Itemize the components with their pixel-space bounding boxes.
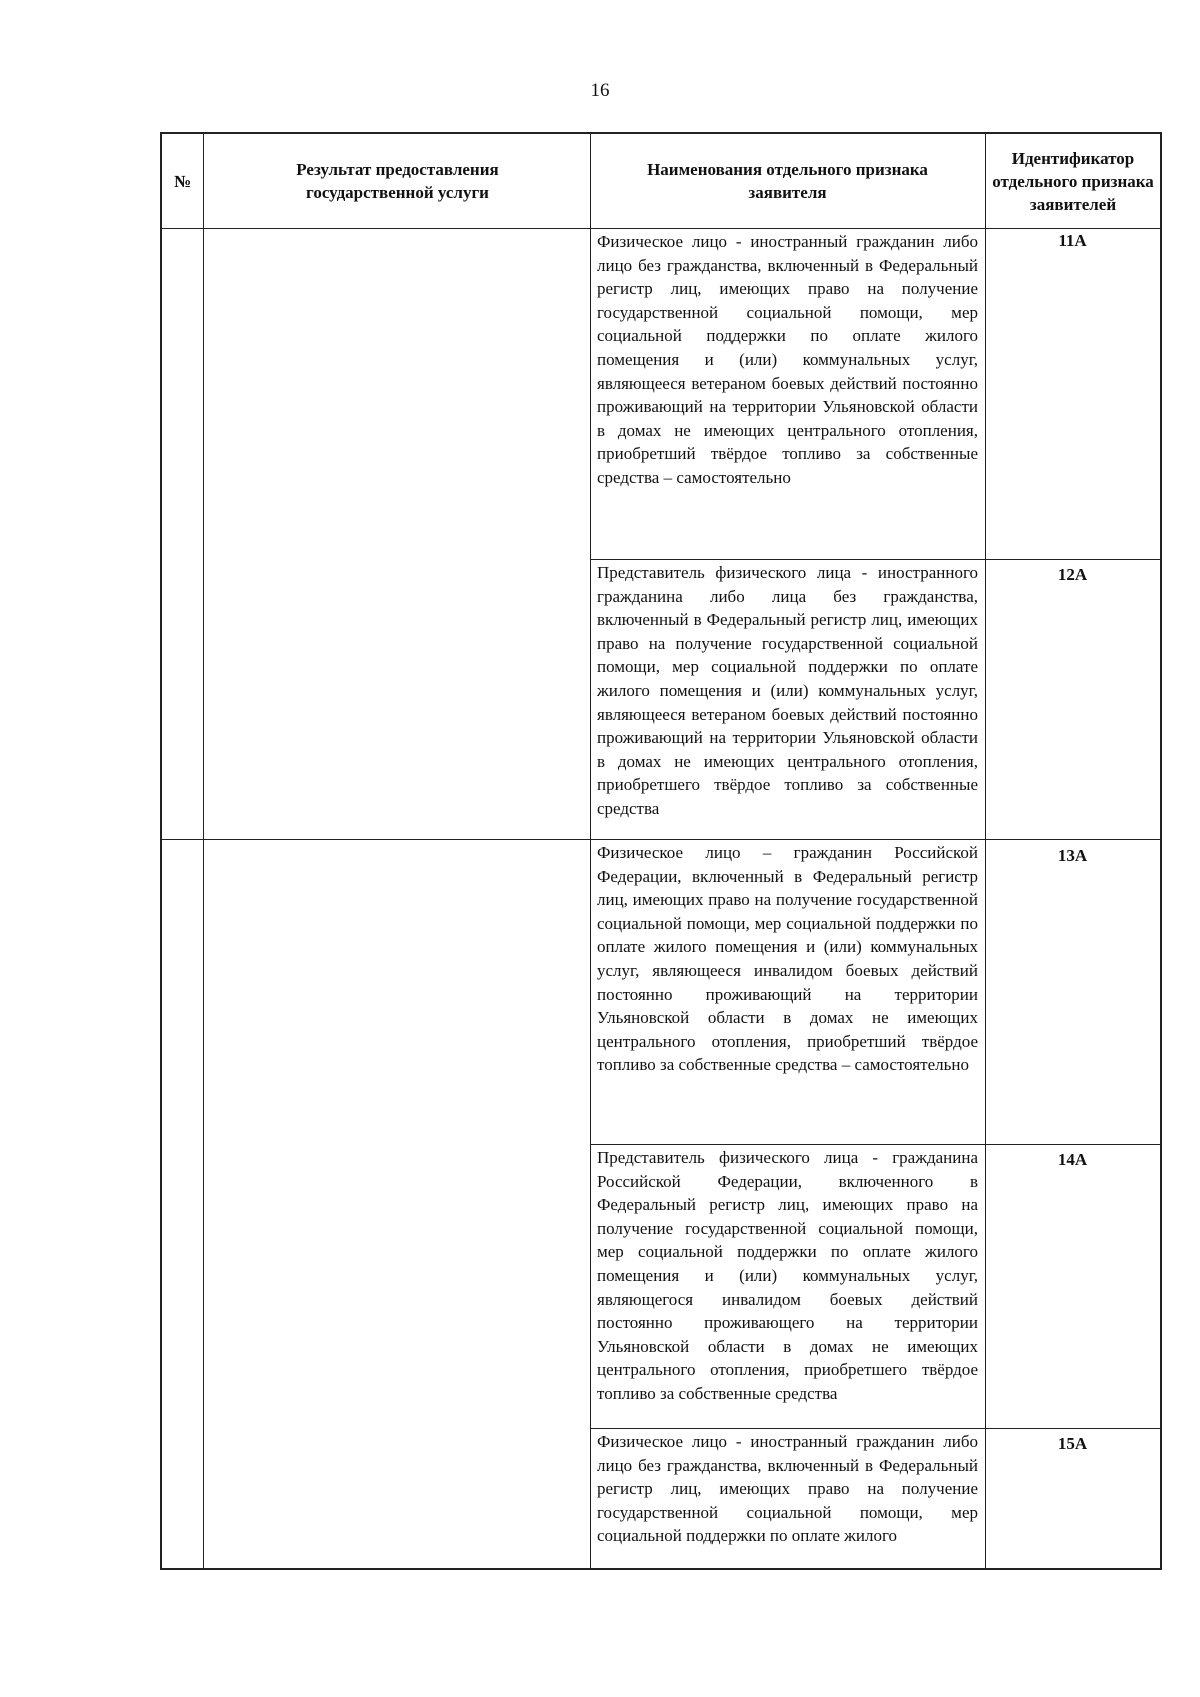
table-bottom-border: [160, 1568, 1162, 1570]
header-result: Результат предоставления государственной услуги: [296, 160, 499, 202]
table-right-border: [1160, 132, 1162, 1570]
column-divider: [203, 132, 204, 1570]
row-divider: [590, 1144, 1162, 1145]
feature-identifier: 11А: [1058, 231, 1087, 250]
feature-identifier: 15А: [1057, 1434, 1088, 1453]
page-number: 16: [590, 80, 610, 101]
feature-description: Представитель физического лица - гражданина Российской Федерации, включенного в Федеральный регистр лиц, имеющих право на получение государственной социальной помощи, мер социальной поддержки по оплате жилого помещения и (или) коммунальных услуг, являющегося инвалидом боевых действий постоянно проживающего на территории Ульяновской области в домах не имеющих центрального отопления, приобретшего твёрдое топливо за собственные средства: [597, 1148, 978, 1403]
feature-description: Физическое лицо - иностранный гражданин либо лицо без гражданства, включенный в Федеральный регистр лиц, имеющих право на получение государственной социальной помощи, мер социальной поддержки по оплате жилого помещения и (или) коммунальных услуг, являющееся ветераном боевых действий постоянно проживающий на территории Ульяновской области в домах не имеющих центрального отопления, приобретший твёрдое топливо за собственные средства – самостоятельно: [597, 232, 978, 487]
feature-description: Представитель физического лица - иностранного гражданина либо лица без гражданства, включенный в Федеральный регистр лиц, имеющих право на получение государственной социальной помощи, мер социальной поддержки по оплате жилого помещения и (или) коммунальных услуг, являющееся ветераном боевых действий постоянно проживающий на территории Ульяновской области в домах не имеющих центрального отопления, приобретшего твёрдое топливо за собственные средства: [597, 563, 978, 818]
header-number: №: [173, 171, 192, 191]
header-feature-name: Наименования отдельного признака заявителя: [647, 160, 928, 202]
header-bottom-border: [160, 228, 1162, 229]
feature-identifier: 14А: [1057, 1150, 1088, 1169]
feature-identifier: 13А: [1057, 846, 1088, 865]
header-identifier: Идентификатор отдельного признака заявителей: [992, 148, 1154, 214]
feature-description: Физическое лицо – гражданин Российской Федерации, включенный в Федеральный регистр лиц, имеющих право на получение государственной социальной помощи, мер социальной поддержки по оплате жилого помещения и (или) коммунальных услуг, являющееся инвалидом боевых действий постоянно проживающий на территории Ульяновской области в домах не имеющих центрального отопления, приобретший твёрдое топливо за собственные средства – самостоятельно: [597, 843, 978, 1075]
feature-description: Физическое лицо - иностранный гражданин либо лицо без гражданства, включенный в Федеральный регистр лиц, имеющих право на получение государственной социальной помощи, мер социальной поддержки по оплате жилого: [597, 1432, 978, 1546]
row-divider: [590, 1428, 1162, 1429]
row-divider: [590, 559, 1162, 560]
row-divider: [160, 839, 1162, 840]
table-left-border: [160, 132, 162, 1570]
feature-identifier: 12А: [1057, 565, 1088, 584]
column-divider: [590, 132, 591, 1570]
